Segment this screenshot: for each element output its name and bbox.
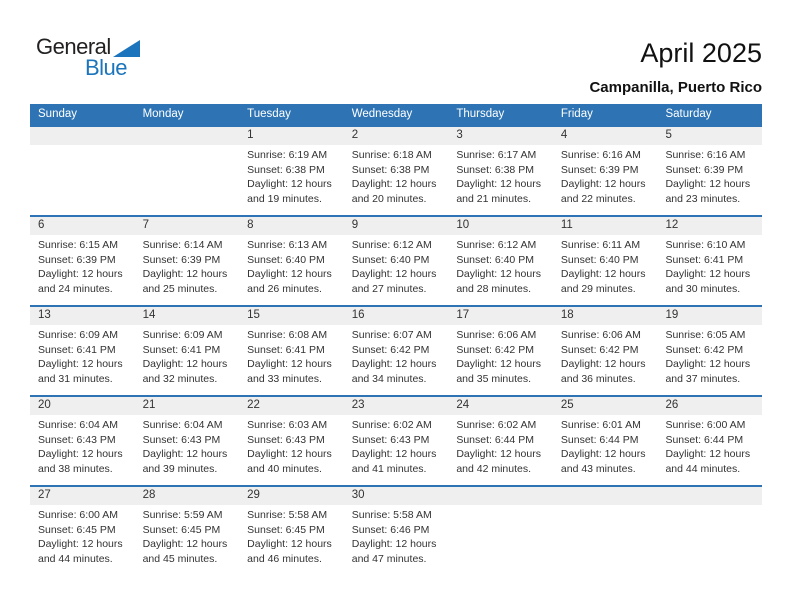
sunset-text: Sunset: 6:45 PM [247,523,325,536]
week-row-2 [30,215,762,305]
sunrise-text: Sunrise: 6:08 AM [247,329,328,341]
empty-day-cell [448,505,553,566]
day-cell-details-21 [135,415,240,476]
sunrise-text: Sunrise: 6:09 AM [38,329,118,341]
sunset-text: Sunset: 6:41 PM [665,253,744,266]
sunrise-text: Sunrise: 6:19 AM [247,149,328,161]
sunset-text: Sunset: 6:42 PM [351,343,430,356]
day-cell-details-24 [448,415,553,476]
day-cell-details-1 [239,145,344,206]
sunset-text: Sunset: 6:42 PM [560,343,639,356]
daylight-text-line1: Daylight: 12 hours [142,268,228,280]
day-cell-details-26 [657,415,762,476]
sunset-text: Sunset: 6:38 PM [351,163,430,176]
daylight-text-line2: and 37 minutes. [665,372,741,385]
daylight-text-line1: Daylight: 12 hours [456,448,541,460]
empty-day-number [30,127,135,145]
day-cell-details-14 [135,325,240,386]
day-cell-details-29 [239,505,344,566]
general-blue-logo [36,36,146,78]
sunrise-text: Sunrise: 6:09 AM [142,329,223,341]
daylight-text-line2: and 20 minutes. [351,192,427,205]
logo-text-general: General [36,34,111,59]
day-cell-details-3 [448,145,553,206]
daylight-text-line2: and 31 minutes. [38,372,113,385]
sunrise-text: Sunrise: 6:15 AM [38,239,118,251]
daylight-text-line2: and 45 minutes. [142,552,218,565]
sunrise-text: Sunrise: 5:59 AM [142,509,223,521]
empty-day-number [448,487,553,505]
sunset-text: Sunset: 6:45 PM [38,523,116,536]
daylight-text-line1: Daylight: 12 hours [247,538,332,550]
daylight-text-line1: Daylight: 12 hours [665,358,751,370]
day-number-6: 6 [38,219,45,231]
daylight-text-line1: Daylight: 12 hours [351,178,437,190]
daylight-text-line1: Daylight: 12 hours [351,448,437,460]
day-cell-details-22 [239,415,344,476]
sunrise-text: Sunrise: 6:05 AM [665,329,746,341]
sunrise-text: Sunrise: 6:00 AM [665,419,746,431]
day-cell-details-7 [135,235,240,296]
sunrise-text: Sunrise: 6:03 AM [247,419,328,431]
daylight-text-line2: and 24 minutes. [38,282,113,295]
daylight-text-line1: Daylight: 12 hours [38,358,123,370]
weekday-header-friday: Friday [560,108,593,120]
empty-day-number [553,487,658,505]
day-cell-details-30 [344,505,449,566]
sunset-text: Sunset: 6:40 PM [456,253,534,266]
day-number-7: 7 [142,219,149,231]
daylight-text-line2: and 23 minutes. [665,192,741,205]
daylight-text-line1: Daylight: 12 hours [38,268,123,280]
day-cell-details-12 [657,235,762,296]
sunrise-text: Sunrise: 6:16 AM [560,149,641,161]
calendar-table [30,104,762,575]
weekday-header-row [30,104,762,125]
weekday-header-sunday: Sunday [38,108,78,120]
sunrise-text: Sunrise: 6:17 AM [456,149,537,161]
daylight-text-line2: and 21 minutes. [456,192,532,205]
daylight-text-line1: Daylight: 12 hours [247,448,332,460]
day-number-14: 14 [142,309,156,321]
sunrise-text: Sunrise: 6:12 AM [456,239,537,251]
sunrise-text: Sunrise: 6:02 AM [351,419,432,431]
day-cell-details-25 [553,415,658,476]
weekday-header-tuesday: Tuesday [247,108,291,120]
empty-day-cell [135,145,240,206]
day-number-9: 9 [351,219,359,231]
day-cell-details-19 [657,325,762,386]
day-number-4: 4 [560,129,568,141]
daylight-text-line2: and 25 minutes. [142,282,218,295]
daylight-text-line2: and 36 minutes. [560,372,636,385]
day-number-10: 10 [456,219,470,231]
day-cell-details-2 [344,145,449,206]
sunset-text: Sunset: 6:42 PM [456,343,534,356]
day-cell-details-15 [239,325,344,386]
sunrise-text: Sunrise: 6:02 AM [456,419,537,431]
logo-text-blue: Blue [85,55,128,80]
sunset-text: Sunset: 6:46 PM [351,523,430,536]
sunset-text: Sunset: 6:43 PM [38,433,116,446]
sunrise-text: Sunrise: 6:14 AM [142,239,223,251]
empty-day-cell [657,505,762,566]
empty-day-number [657,487,762,505]
week-row-3 [30,305,762,395]
day-number-19: 19 [665,309,679,321]
daylight-text-line1: Daylight: 12 hours [38,448,123,460]
weekday-header-thursday: Thursday [456,108,505,120]
daylight-text-line2: and 42 minutes. [456,462,532,475]
day-cell-details-27 [30,505,135,566]
day-number-27: 27 [38,489,51,501]
weekday-header-monday: Monday [142,108,184,120]
sunset-text: Sunset: 6:44 PM [456,433,534,446]
sunset-text: Sunset: 6:39 PM [665,163,744,176]
daylight-text-line1: Daylight: 12 hours [142,538,228,550]
sunrise-text: Sunrise: 6:04 AM [38,419,118,431]
daylight-text-line1: Daylight: 12 hours [665,268,751,280]
sunrise-text: Sunrise: 6:11 AM [560,239,641,251]
day-number-3: 3 [456,129,463,141]
day-number-24: 24 [456,399,470,411]
daylight-text-line1: Daylight: 12 hours [560,268,646,280]
daylight-text-line2: and 41 minutes. [351,462,427,475]
sunset-text: Sunset: 6:39 PM [38,253,116,266]
sunset-text: Sunset: 6:40 PM [247,253,325,266]
day-cell-details-11 [553,235,658,296]
daylight-text-line2: and 38 minutes. [38,462,113,475]
daylight-text-line2: and 44 minutes. [38,552,113,565]
day-number-26: 26 [665,399,679,411]
day-number-17: 17 [456,309,470,321]
daylight-text-line2: and 19 minutes. [247,192,322,205]
daylight-text-line1: Daylight: 12 hours [247,178,332,190]
day-number-1: 1 [247,129,254,141]
daylight-text-line1: Daylight: 12 hours [142,448,228,460]
location-subtitle: Campanilla, Puerto Rico [589,79,762,96]
day-number-18: 18 [560,309,574,321]
day-cell-details-23 [344,415,449,476]
sunset-text: Sunset: 6:41 PM [247,343,325,356]
daylight-text-line2: and 47 minutes. [351,552,427,565]
daylight-text-line2: and 28 minutes. [456,282,532,295]
day-cell-details-6 [30,235,135,296]
day-number-15: 15 [247,309,260,321]
day-number-20: 20 [38,399,51,411]
sunset-text: Sunset: 6:43 PM [142,433,221,446]
day-cell-details-18 [553,325,658,386]
sunset-text: Sunset: 6:45 PM [142,523,221,536]
daylight-text-line1: Daylight: 12 hours [351,268,437,280]
daylight-text-line1: Daylight: 12 hours [456,178,541,190]
day-number-23: 23 [351,399,365,411]
day-cell-details-4 [553,145,658,206]
sunset-text: Sunset: 6:42 PM [665,343,744,356]
day-cell-details-17 [448,325,553,386]
empty-day-cell [553,505,658,566]
daylight-text-line2: and 44 minutes. [665,462,741,475]
day-number-13: 13 [38,309,51,321]
sunrise-text: Sunrise: 6:07 AM [351,329,432,341]
day-number-16: 16 [351,309,365,321]
week-row-4 [30,395,762,485]
sunrise-text: Sunrise: 6:04 AM [142,419,223,431]
daylight-text-line2: and 22 minutes. [560,192,636,205]
sunrise-text: Sunrise: 5:58 AM [247,509,328,521]
day-cell-details-20 [30,415,135,476]
sunset-text: Sunset: 6:38 PM [456,163,534,176]
daylight-text-line1: Daylight: 12 hours [38,538,123,550]
day-number-11: 11 [560,219,573,231]
daylight-text-line1: Daylight: 12 hours [560,448,646,460]
daylight-text-line1: Daylight: 12 hours [247,268,332,280]
day-cell-details-28 [135,505,240,566]
daylight-text-line2: and 34 minutes. [351,372,427,385]
daylight-text-line2: and 43 minutes. [560,462,636,475]
sunrise-text: Sunrise: 6:06 AM [456,329,537,341]
day-number-5: 5 [665,129,672,141]
day-cell-details-10 [448,235,553,296]
day-cell-details-16 [344,325,449,386]
sunrise-text: Sunrise: 6:01 AM [560,419,641,431]
day-number-22: 22 [247,399,260,411]
daylight-text-line1: Daylight: 12 hours [351,358,437,370]
daylight-text-line2: and 27 minutes. [351,282,427,295]
daylight-text-line1: Daylight: 12 hours [560,178,646,190]
day-number-29: 29 [247,489,260,501]
sunrise-text: Sunrise: 6:13 AM [247,239,328,251]
sunrise-text: Sunrise: 6:12 AM [351,239,432,251]
daylight-text-line2: and 39 minutes. [142,462,218,475]
daylight-text-line1: Daylight: 12 hours [665,448,751,460]
day-cell-details-8 [239,235,344,296]
sunset-text: Sunset: 6:39 PM [142,253,221,266]
sunset-text: Sunset: 6:43 PM [247,433,325,446]
day-number-28: 28 [142,489,156,501]
daylight-text-line2: and 32 minutes. [142,372,218,385]
daylight-text-line2: and 35 minutes. [456,372,532,385]
daylight-text-line1: Daylight: 12 hours [665,178,751,190]
sunset-text: Sunset: 6:44 PM [665,433,744,446]
sunrise-text: Sunrise: 6:10 AM [665,239,746,251]
sunrise-text: Sunrise: 6:16 AM [665,149,746,161]
empty-day-cell [30,145,135,206]
daylight-text-line1: Daylight: 12 hours [456,268,541,280]
sunrise-text: Sunrise: 6:18 AM [351,149,432,161]
sunset-text: Sunset: 6:39 PM [560,163,639,176]
day-cell-details-5 [657,145,762,206]
daylight-text-line2: and 29 minutes. [560,282,636,295]
sunset-text: Sunset: 6:40 PM [560,253,639,266]
page-title: April 2025 [640,38,762,68]
weekday-header-wednesday: Wednesday [351,108,413,120]
week-row-5 [30,485,762,575]
sunset-text: Sunset: 6:43 PM [351,433,430,446]
sunrise-text: Sunrise: 6:00 AM [38,509,118,521]
daylight-text-line2: and 26 minutes. [247,282,322,295]
daylight-text-line1: Daylight: 12 hours [456,358,541,370]
calendar-weeks [30,125,762,575]
daylight-text-line2: and 40 minutes. [247,462,322,475]
sunset-text: Sunset: 6:44 PM [560,433,639,446]
empty-day-number [135,127,240,145]
sunrise-text: Sunrise: 6:06 AM [560,329,641,341]
week-row-1 [30,125,762,215]
day-number-30: 30 [351,489,365,501]
sunrise-text: Sunrise: 5:58 AM [351,509,432,521]
day-number-12: 12 [665,219,679,231]
day-number-8: 8 [247,219,254,231]
day-cell-details-13 [30,325,135,386]
day-number-21: 21 [142,399,156,411]
weekday-header-saturday: Saturday [665,108,712,120]
daylight-text-line2: and 30 minutes. [665,282,741,295]
daylight-text-line2: and 33 minutes. [247,372,322,385]
day-number-2: 2 [351,129,359,141]
sunset-text: Sunset: 6:38 PM [247,163,325,176]
sunset-text: Sunset: 6:41 PM [142,343,221,356]
daylight-text-line1: Daylight: 12 hours [351,538,437,550]
day-number-25: 25 [560,399,574,411]
sunset-text: Sunset: 6:40 PM [351,253,430,266]
sunset-text: Sunset: 6:41 PM [38,343,116,356]
daylight-text-line1: Daylight: 12 hours [142,358,228,370]
daylight-text-line2: and 46 minutes. [247,552,322,565]
day-cell-details-9 [344,235,449,296]
daylight-text-line1: Daylight: 12 hours [247,358,332,370]
daylight-text-line1: Daylight: 12 hours [560,358,646,370]
